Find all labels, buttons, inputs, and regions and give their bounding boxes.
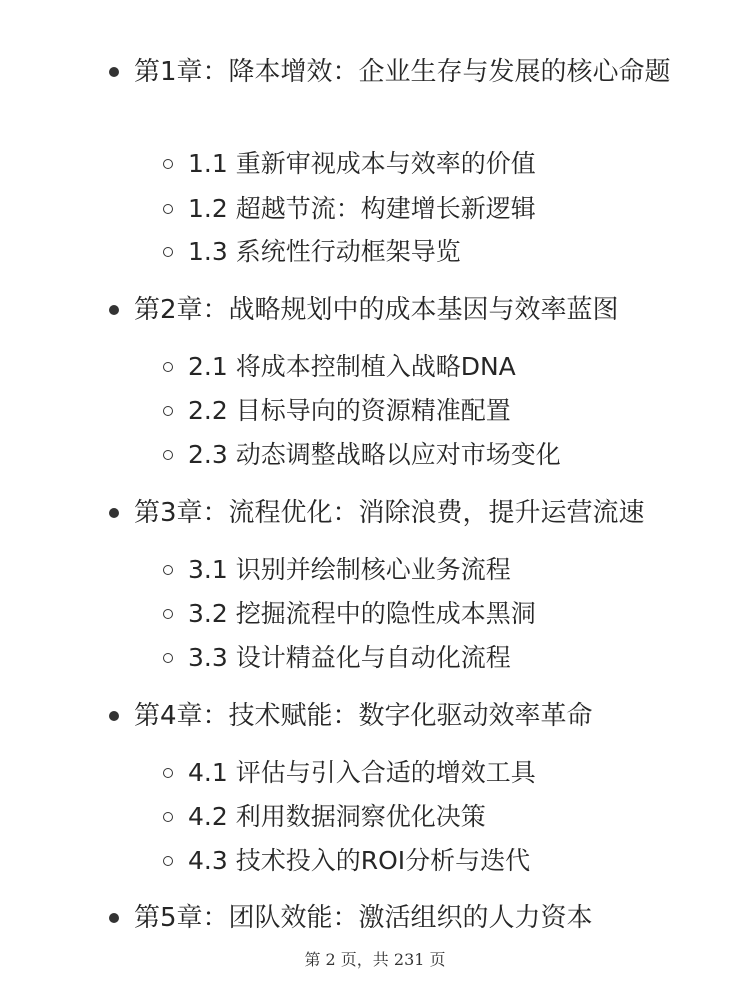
section-item bbox=[188, 550, 708, 590]
section-label: 1.2 超越节流：构建增长新逻辑 bbox=[188, 194, 536, 223]
chapter-title: 第1章：降本增效：企业生存与发展的核心命题 bbox=[134, 57, 671, 87]
section-label: 3.3 设计精益化与自动化流程 bbox=[188, 643, 511, 672]
section-label: 4.2 利用数据洞察优化决策 bbox=[188, 802, 486, 831]
bullet-icon bbox=[109, 67, 119, 77]
section-item bbox=[188, 753, 708, 793]
section-item bbox=[188, 797, 708, 837]
circle-bullet-icon bbox=[163, 362, 173, 372]
section-label: 1.1 重新审视成本与效率的价值 bbox=[188, 149, 536, 178]
circle-bullet-icon bbox=[163, 204, 173, 214]
section-label: 2.2 目标导向的资源精准配置 bbox=[188, 396, 511, 425]
chapter-2-item bbox=[134, 290, 694, 330]
section-item bbox=[188, 347, 708, 387]
section-label: 3.1 识别并绘制核心业务流程 bbox=[188, 555, 511, 584]
circle-bullet-icon bbox=[163, 450, 173, 460]
bullet-icon bbox=[109, 508, 119, 518]
circle-bullet-icon bbox=[163, 609, 173, 619]
chapter-3-item bbox=[134, 493, 694, 533]
section-label: 4.3 技术投入的ROI分析与迭代 bbox=[188, 846, 531, 875]
circle-bullet-icon bbox=[163, 653, 173, 663]
section-item bbox=[188, 391, 708, 431]
circle-bullet-icon bbox=[163, 247, 173, 257]
circle-bullet-icon bbox=[163, 768, 173, 778]
section-item bbox=[188, 144, 708, 184]
section-label: 2.3 动态调整战略以应对市场变化 bbox=[188, 440, 561, 469]
section-item bbox=[188, 189, 708, 229]
section-item bbox=[188, 594, 708, 634]
page-number-footer: 第 2 页，共 231 页 bbox=[304, 950, 446, 969]
chapter-4-item bbox=[134, 696, 694, 736]
circle-bullet-icon bbox=[163, 856, 173, 866]
section-label: 4.1 评估与引入合适的增效工具 bbox=[188, 758, 536, 787]
section-item bbox=[188, 435, 708, 475]
chapter-title: 第2章：战略规划中的成本基因与效率蓝图 bbox=[134, 295, 619, 325]
bullet-icon bbox=[109, 305, 119, 315]
section-item bbox=[188, 232, 708, 272]
section-item bbox=[188, 841, 708, 881]
chapter-5-item bbox=[134, 898, 694, 938]
section-label: 3.2 挖掘流程中的隐性成本黑洞 bbox=[188, 599, 536, 628]
section-label: 2.1 将成本控制植入战略DNA bbox=[188, 352, 516, 381]
circle-bullet-icon bbox=[163, 406, 173, 416]
section-label: 1.3 系统性行动框架导览 bbox=[188, 237, 461, 266]
chapter-title: 第3章：流程优化：消除浪费，提升运营流速 bbox=[134, 498, 645, 528]
circle-bullet-icon bbox=[163, 812, 173, 822]
circle-bullet-icon bbox=[163, 159, 173, 169]
section-item bbox=[188, 638, 708, 678]
chapter-title: 第4章：技术赋能：数字化驱动效率革命 bbox=[134, 701, 593, 731]
bullet-icon bbox=[109, 711, 119, 721]
chapter-1-item bbox=[134, 52, 694, 92]
bullet-icon bbox=[109, 913, 119, 923]
circle-bullet-icon bbox=[163, 565, 173, 575]
chapter-title: 第5章：团队效能：激活组织的人力资本 bbox=[134, 903, 593, 933]
